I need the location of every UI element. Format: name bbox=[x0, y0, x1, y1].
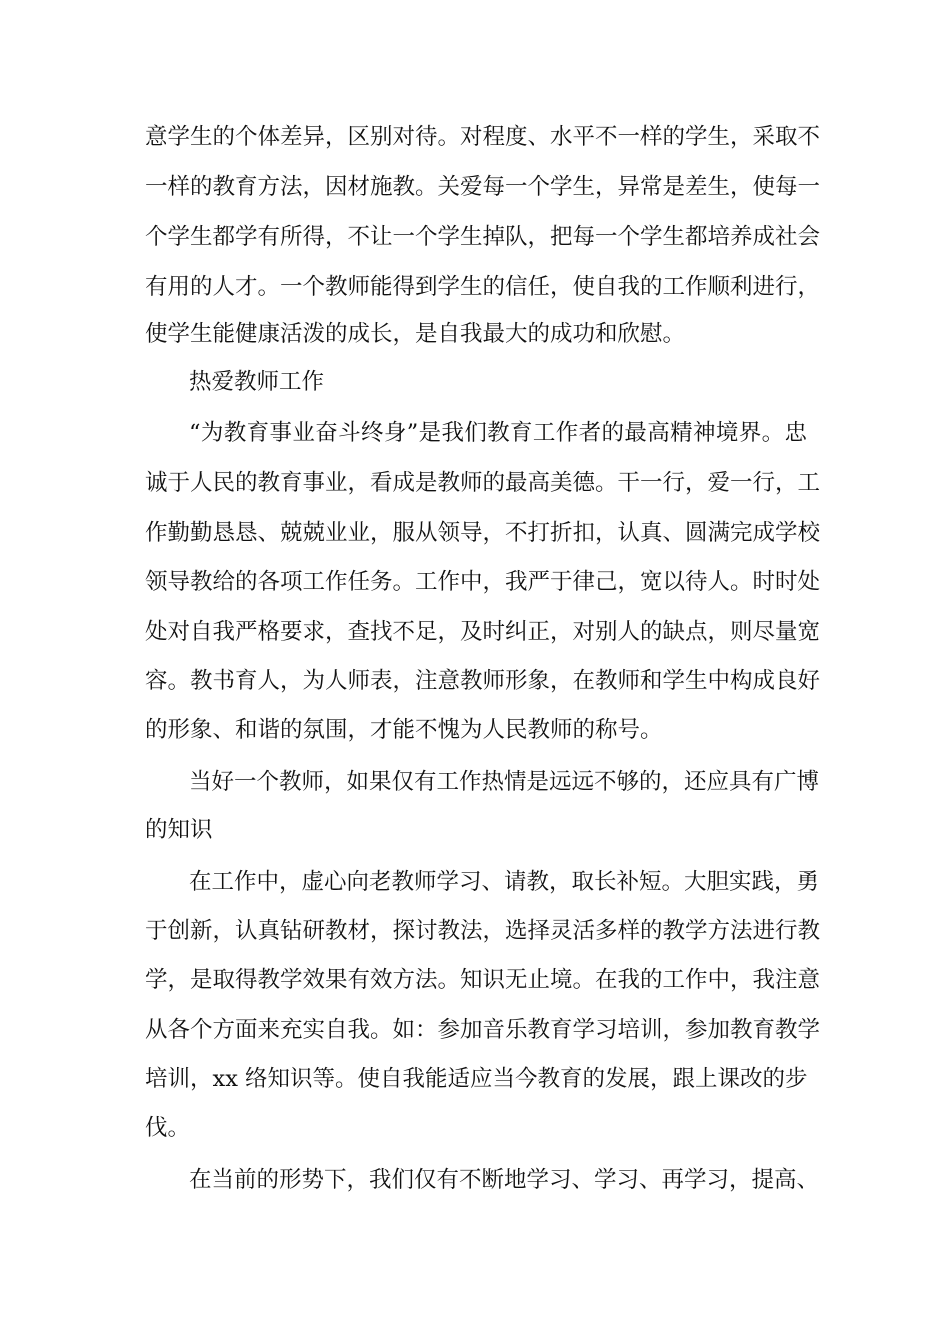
paragraph-line: 使学生能健康活泼的成长，是自我最大的成功和欣慰。 bbox=[145, 321, 686, 347]
paragraph-line: 领导教给的各项工作任务。工作中，我严于律己，宽以待人。时时处 bbox=[145, 569, 821, 595]
paragraph-line: 伐。 bbox=[145, 1115, 191, 1141]
paragraph-line: 于创新，认真钻研教材，探讨教法，选择灵活多样的教学方法进行教 bbox=[145, 918, 821, 944]
paragraph-line: 的形象、和谐的氛围，才能不愧为人民教师的称号。 bbox=[145, 717, 663, 743]
paragraph-line: 从各个方面来充实自我。如：参加音乐教育学习培训，参加教育教学 bbox=[145, 1017, 821, 1043]
paragraph-line: 意学生的个体差异，区别对待。对程度、水平不一样的学生，采取不 bbox=[145, 124, 821, 150]
paragraph-line: 容。教书育人，为人师表，注意教师形象，在教师和学生中构成良好 bbox=[145, 668, 821, 694]
paragraph-line: 学，是取得教学效果有效方法。知识无止境。在我的工作中，我注意 bbox=[145, 967, 821, 993]
paragraph-line: 作勤勤恳恳、兢兢业业，服从领导，不打折扣，认真、圆满完成学校 bbox=[145, 520, 821, 546]
paragraph-line: 诚于人民的教育事业，看成是教师的最高美德。干一行，爱一行，工 bbox=[145, 470, 821, 496]
section-heading: 热爱教师工作 bbox=[189, 369, 325, 395]
paragraph-line: 培训，xx 络知识等。使自我能适应当今教育的发展，跟上课改的步 bbox=[145, 1066, 808, 1092]
paragraph-line: 有用的人才。一个教师能得到学生的信任，使自我的工作顺利进行， bbox=[145, 274, 821, 300]
paragraph-line: 一样的教育方法，因材施教。关爱每一个学生，异常是差生，使每一 bbox=[145, 174, 821, 200]
paragraph-line: 在当前的形势下，我们仅有不断地学习、学习、再学习，提高、 bbox=[189, 1167, 820, 1193]
paragraph-line: 个学生都学有所得，不让一个学生掉队，把每一个学生都培养成社会 bbox=[145, 224, 821, 250]
paragraph-line: 当好一个教师，如果仅有工作热情是远远不够的，还应具有广博 bbox=[189, 769, 820, 795]
paragraph-line: “为教育事业奋斗终身”是我们教育工作者的最高精神境界。忠 bbox=[189, 420, 807, 446]
paragraph-line: 的知识 bbox=[145, 817, 213, 843]
paragraph-line: 在工作中，虚心向老教师学习、请教，取长补短。大胆实践，勇 bbox=[189, 869, 820, 895]
paragraph-line: 处对自我严格要求，查找不足，及时纠正，对别人的缺点，则尽量宽 bbox=[145, 619, 821, 645]
